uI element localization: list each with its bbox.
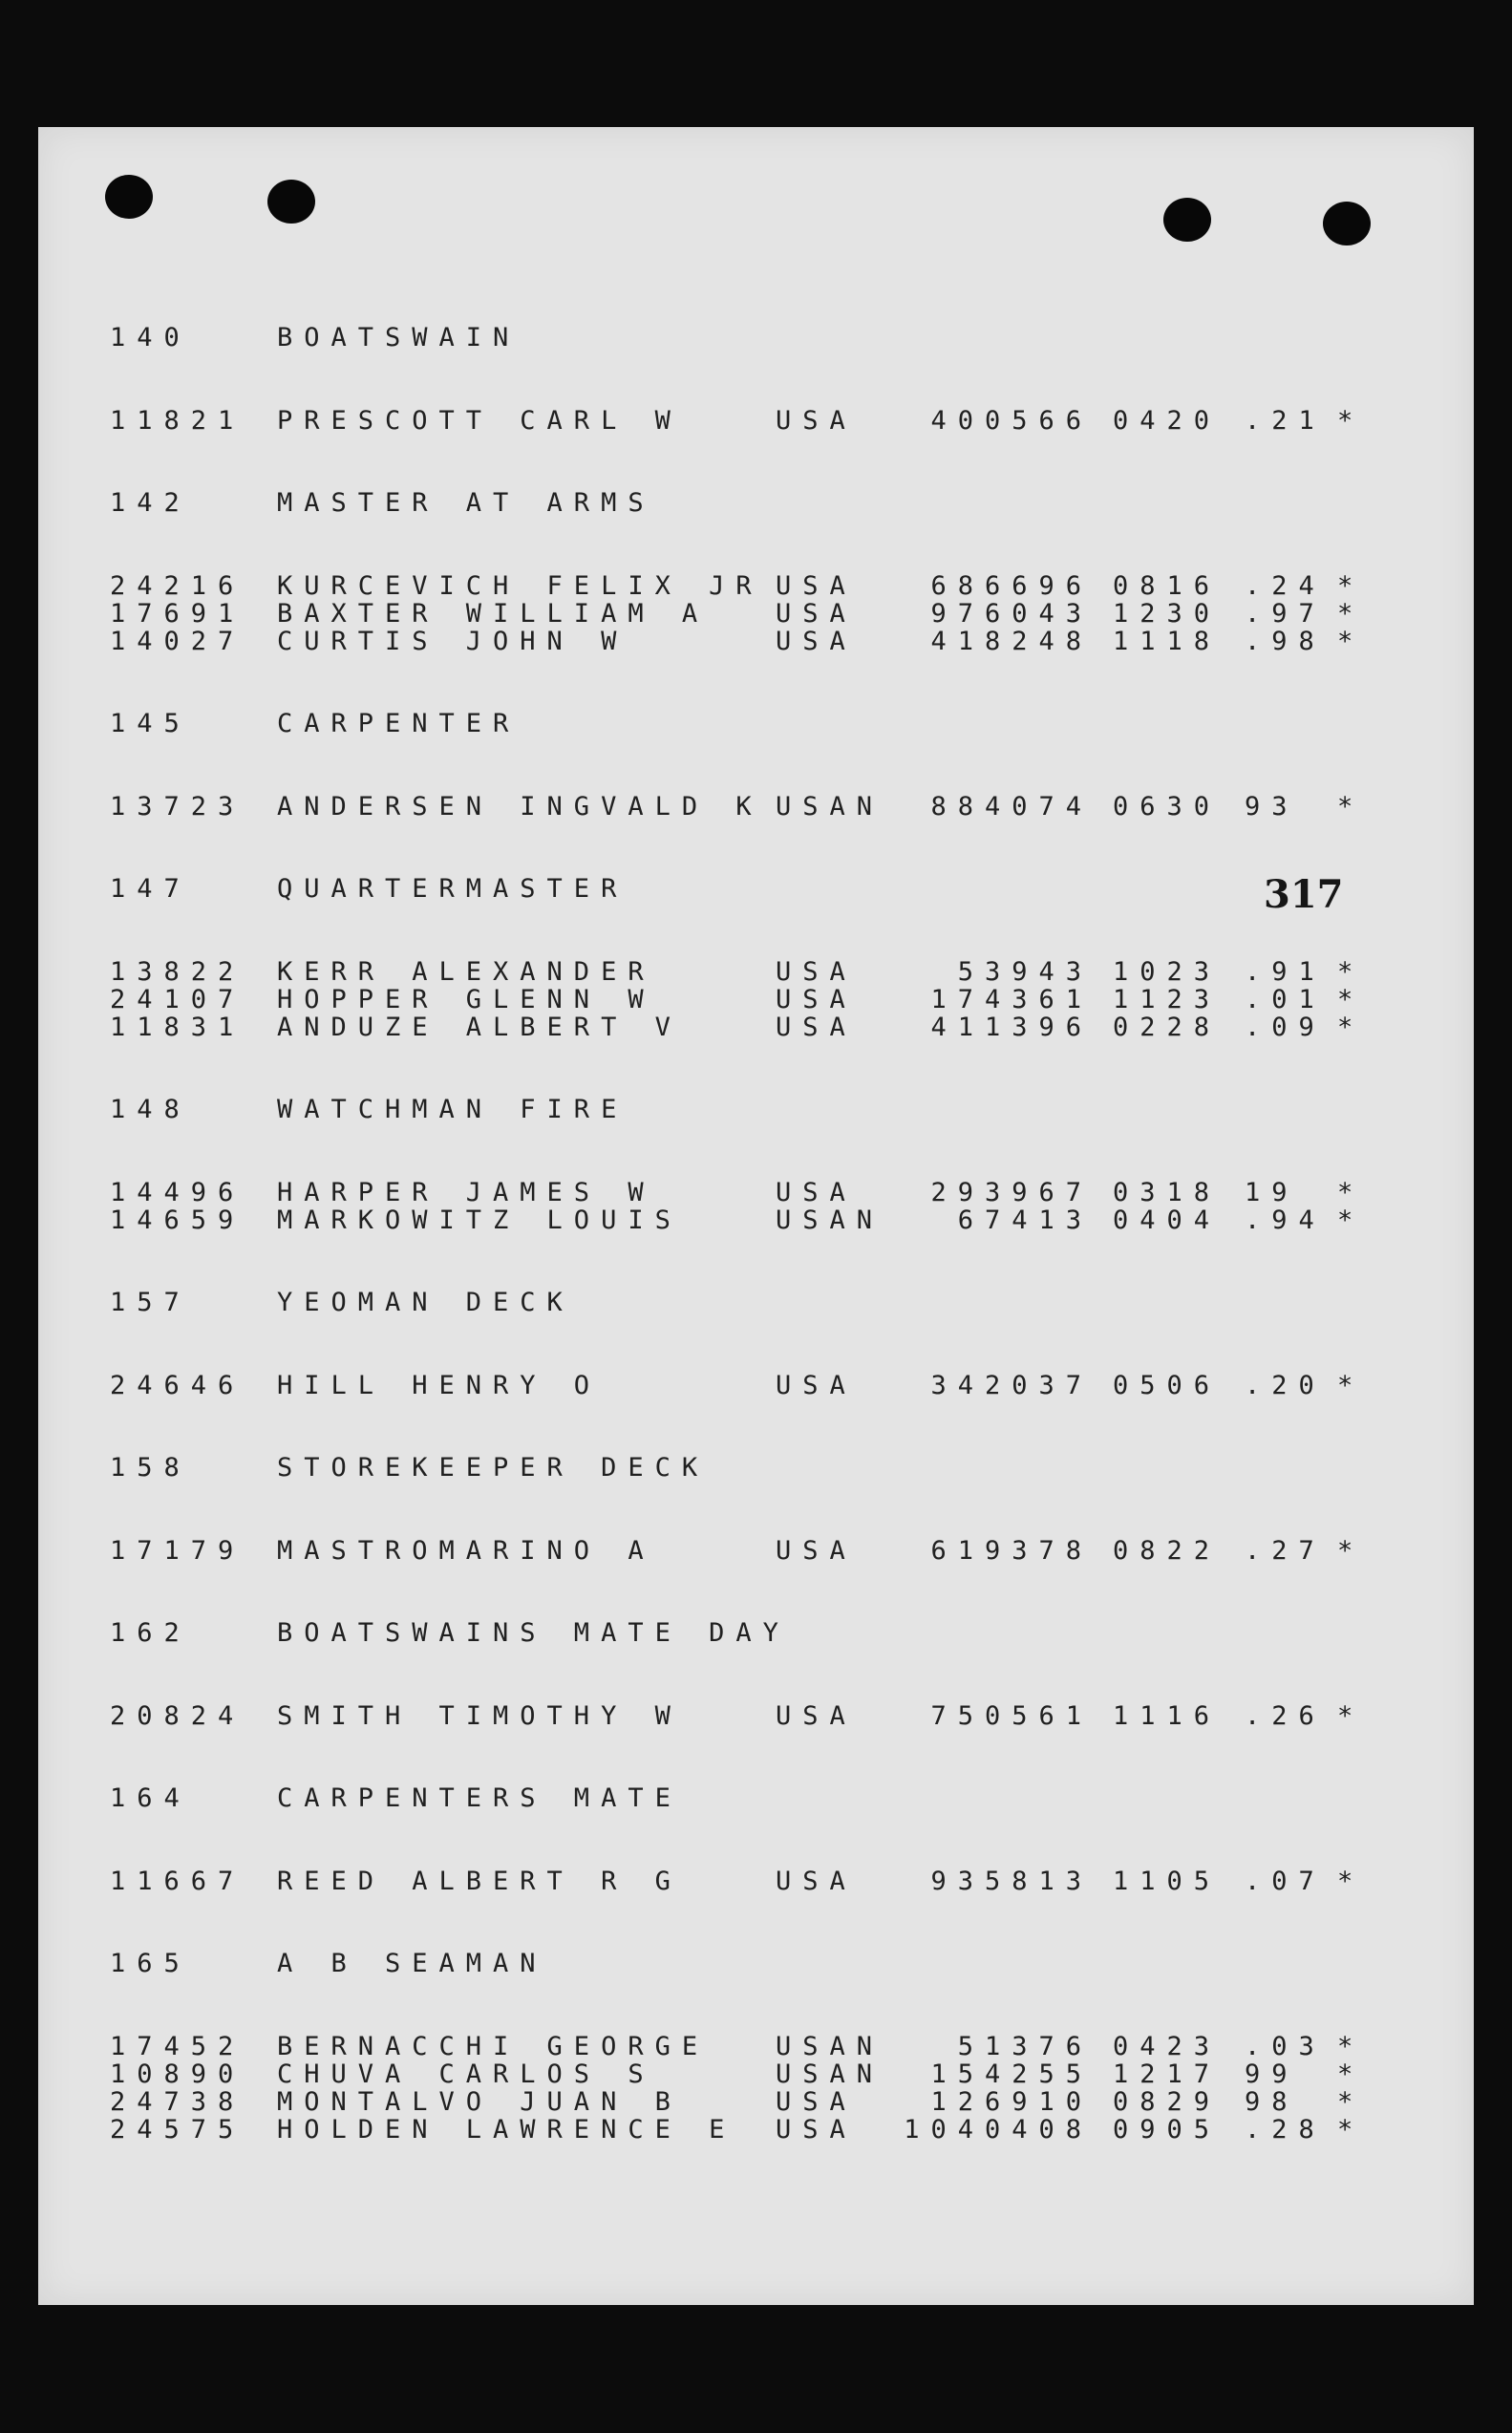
rating-code: 142 — [110, 488, 191, 518]
rating-title: WATCHMAN FIRE — [277, 1095, 628, 1124]
mark-asterisk: * — [1337, 957, 1365, 987]
mark-asterisk: * — [1337, 1206, 1365, 1235]
rating-code: 147 — [110, 874, 191, 904]
rate-code: .26 — [1245, 1701, 1326, 1731]
rate-code: .03 — [1245, 2032, 1326, 2061]
crew-entry-row — [38, 1013, 1474, 1041]
employee-name: MASTROMARINO A — [277, 1536, 655, 1566]
rating-title: YEOMAN DECK — [277, 1288, 574, 1317]
rating-title: CARPENTERS MATE — [277, 1783, 682, 1813]
rating-title: CARPENTER — [277, 709, 521, 738]
rating-title: QUARTERMASTER — [277, 874, 628, 904]
mark-asterisk: * — [1337, 2087, 1365, 2117]
book-number: 126910 — [930, 2087, 1093, 2117]
date-code: 1118 — [1113, 627, 1222, 656]
date-code: 0816 — [1113, 571, 1222, 601]
rating-title: BOATSWAINS MATE DAY — [277, 1618, 790, 1648]
date-code: 0228 — [1113, 1013, 1222, 1042]
date-code: 0506 — [1113, 1371, 1222, 1400]
book-number: 884074 — [930, 792, 1093, 822]
citizenship: USA — [776, 1701, 857, 1731]
employee-number: 14496 — [110, 1178, 245, 1207]
employee-number: 24107 — [110, 985, 245, 1014]
mark-asterisk: * — [1337, 1013, 1365, 1042]
employee-number: 24216 — [110, 571, 245, 601]
employee-number: 17179 — [110, 1536, 245, 1566]
mark-asterisk: * — [1337, 1371, 1365, 1400]
book-number: 342037 — [930, 1371, 1093, 1400]
rating-code: 140 — [110, 323, 191, 352]
employee-number: 17691 — [110, 599, 245, 629]
mark-asterisk: * — [1337, 1536, 1365, 1566]
rate-code: .20 — [1245, 1371, 1326, 1400]
rating-code: 157 — [110, 1288, 191, 1317]
rating-heading — [38, 874, 1474, 903]
rating-code: 148 — [110, 1095, 191, 1124]
rate-code: 19 — [1245, 1178, 1299, 1207]
employee-name: KURCEVICH FELIX JR — [277, 571, 763, 601]
employee-number: 11821 — [110, 406, 245, 436]
rating-code: 162 — [110, 1618, 191, 1648]
employee-name: HOPPER GLENN W — [277, 985, 655, 1014]
crew-entry-row — [38, 2087, 1474, 2116]
crew-entry-row — [38, 1536, 1474, 1565]
employee-name: ANDERSEN INGVALD K — [277, 792, 763, 822]
date-code: 0420 — [1113, 406, 1222, 436]
date-code: 0423 — [1113, 2032, 1222, 2061]
book-number: 411396 — [930, 1013, 1093, 1042]
rating-title: MASTER AT ARMS — [277, 488, 655, 518]
crew-entry-row — [38, 1371, 1474, 1399]
employee-number: 13822 — [110, 957, 245, 987]
date-code: 1023 — [1113, 957, 1222, 987]
rating-heading — [38, 1618, 1474, 1647]
crew-entry-row — [38, 627, 1474, 655]
rating-heading — [38, 1453, 1474, 1482]
date-code: 1116 — [1113, 1701, 1222, 1731]
citizenship: USA — [776, 985, 857, 1014]
citizenship: USA — [776, 406, 857, 436]
rating-heading — [38, 1095, 1474, 1123]
mark-asterisk: * — [1337, 1867, 1365, 1896]
rating-title: STOREKEEPER DECK — [277, 1453, 710, 1483]
citizenship: USAN — [776, 792, 884, 822]
mark-asterisk: * — [1337, 571, 1365, 601]
mark-asterisk: * — [1337, 792, 1365, 822]
rating-code: 164 — [110, 1783, 191, 1813]
crew-entry-row — [38, 1867, 1474, 1895]
employee-number: 20824 — [110, 1701, 245, 1731]
employee-number: 14027 — [110, 627, 245, 656]
crew-entry-row — [38, 985, 1474, 1014]
document-page — [38, 127, 1474, 2305]
book-number: 619378 — [930, 1536, 1093, 1566]
rating-heading — [38, 488, 1474, 517]
rate-code: 98 — [1245, 2087, 1299, 2117]
book-number: 400566 — [930, 406, 1093, 436]
employee-number: 10890 — [110, 2060, 245, 2089]
employee-name: CURTIS JOHN W — [277, 627, 628, 656]
citizenship: USAN — [776, 1206, 884, 1235]
citizenship: USA — [776, 599, 857, 629]
employee-name: HILL HENRY O — [277, 1371, 602, 1400]
citizenship: USAN — [776, 2060, 884, 2089]
citizenship: USA — [776, 627, 857, 656]
date-code: 1230 — [1113, 599, 1222, 629]
citizenship: USAN — [776, 2032, 884, 2061]
page-number-stamp: 317 — [1264, 872, 1344, 917]
date-code: 0404 — [1113, 1206, 1222, 1235]
employee-name: PRESCOTT CARL W — [277, 406, 682, 436]
rate-code: .98 — [1245, 627, 1326, 656]
employee-name: HOLDEN LAWRENCE E — [277, 2115, 736, 2145]
rating-title: BOATSWAIN — [277, 323, 521, 352]
employee-name: ANDUZE ALBERT V — [277, 1013, 682, 1042]
employee-name: REED ALBERT R G — [277, 1867, 682, 1896]
rate-code: .28 — [1245, 2115, 1326, 2145]
book-number: 293967 — [930, 1178, 1093, 1207]
citizenship: USA — [776, 1178, 857, 1207]
mark-asterisk: * — [1337, 985, 1365, 1014]
rate-code: .94 — [1245, 1206, 1326, 1235]
employee-number: 14659 — [110, 1206, 245, 1235]
crew-entry-row — [38, 792, 1474, 821]
rate-code: .09 — [1245, 1013, 1326, 1042]
date-code: 0829 — [1113, 2087, 1222, 2117]
mark-asterisk: * — [1337, 1701, 1365, 1731]
employee-name: BAXTER WILLIAM A — [277, 599, 710, 629]
citizenship: USA — [776, 1536, 857, 1566]
date-code: 1105 — [1113, 1867, 1222, 1896]
crew-entry-row — [38, 1206, 1474, 1234]
rate-code: 99 — [1245, 2060, 1299, 2089]
book-number: 67413 — [957, 1206, 1093, 1235]
book-number: 418248 — [930, 627, 1093, 656]
crew-entry-row — [38, 957, 1474, 986]
crew-entry-row — [38, 2115, 1474, 2144]
rate-code: .01 — [1245, 985, 1326, 1014]
rating-heading — [38, 323, 1474, 352]
rating-heading — [38, 1783, 1474, 1812]
employee-name: MONTALVO JUAN B — [277, 2087, 682, 2117]
rating-heading — [38, 1288, 1474, 1316]
rating-title: A B SEAMAN — [277, 1949, 547, 1978]
citizenship: USA — [776, 571, 857, 601]
employee-number: 24738 — [110, 2087, 245, 2117]
book-number: 976043 — [930, 599, 1093, 629]
book-number: 51376 — [957, 2032, 1093, 2061]
book-number: 154255 — [930, 2060, 1093, 2089]
employee-number: 11831 — [110, 1013, 245, 1042]
crew-list — [38, 127, 1474, 2305]
rating-heading — [38, 1949, 1474, 1977]
crew-entry-row — [38, 571, 1474, 600]
date-code: 1217 — [1113, 2060, 1222, 2089]
mark-asterisk: * — [1337, 2060, 1365, 2089]
employee-name: SMITH TIMOTHY W — [277, 1701, 682, 1731]
citizenship: USA — [776, 2087, 857, 2117]
citizenship: USA — [776, 1013, 857, 1042]
mark-asterisk: * — [1337, 2115, 1365, 2145]
rating-heading — [38, 709, 1474, 737]
rating-code: 145 — [110, 709, 191, 738]
crew-entry-row — [38, 2060, 1474, 2088]
rate-code: 93 — [1245, 792, 1299, 822]
employee-number: 24646 — [110, 1371, 245, 1400]
mark-asterisk: * — [1337, 2032, 1365, 2061]
rate-code: .97 — [1245, 599, 1326, 629]
citizenship: USA — [776, 957, 857, 987]
mark-asterisk: * — [1337, 406, 1365, 436]
date-code: 0905 — [1113, 2115, 1222, 2145]
mark-asterisk: * — [1337, 599, 1365, 629]
mark-asterisk: * — [1337, 1178, 1365, 1207]
crew-entry-row — [38, 1178, 1474, 1206]
employee-name: CHUVA CARLOS S — [277, 2060, 655, 2089]
book-number: 935813 — [930, 1867, 1093, 1896]
employee-number: 13723 — [110, 792, 245, 822]
rating-code: 158 — [110, 1453, 191, 1483]
citizenship: USA — [776, 2115, 857, 2145]
employee-name: KERR ALEXANDER — [277, 957, 655, 987]
employee-name: MARKOWITZ LOUIS — [277, 1206, 682, 1235]
rate-code: .07 — [1245, 1867, 1326, 1896]
employee-number: 11667 — [110, 1867, 245, 1896]
rate-code: .27 — [1245, 1536, 1326, 1566]
rate-code: .21 — [1245, 406, 1326, 436]
employee-number: 24575 — [110, 2115, 245, 2145]
date-code: 0630 — [1113, 792, 1222, 822]
date-code: 0822 — [1113, 1536, 1222, 1566]
date-code: 1123 — [1113, 985, 1222, 1014]
crew-entry-row — [38, 2032, 1474, 2060]
crew-entry-row — [38, 1701, 1474, 1730]
citizenship: USA — [776, 1867, 857, 1896]
crew-entry-row — [38, 406, 1474, 435]
book-number: 53943 — [957, 957, 1093, 987]
rate-code: .91 — [1245, 957, 1326, 987]
date-code: 0318 — [1113, 1178, 1222, 1207]
employee-name: HARPER JAMES W — [277, 1178, 655, 1207]
employee-number: 17452 — [110, 2032, 245, 2061]
employee-name: BERNACCHI GEORGE — [277, 2032, 710, 2061]
rating-code: 165 — [110, 1949, 191, 1978]
citizenship: USA — [776, 1371, 857, 1400]
rate-code: .24 — [1245, 571, 1326, 601]
book-number: 174361 — [930, 985, 1093, 1014]
crew-entry-row — [38, 599, 1474, 628]
book-number: 750561 — [930, 1701, 1093, 1731]
book-number: 686696 — [930, 571, 1093, 601]
book-number: 1040408 — [904, 2115, 1093, 2145]
mark-asterisk: * — [1337, 627, 1365, 656]
